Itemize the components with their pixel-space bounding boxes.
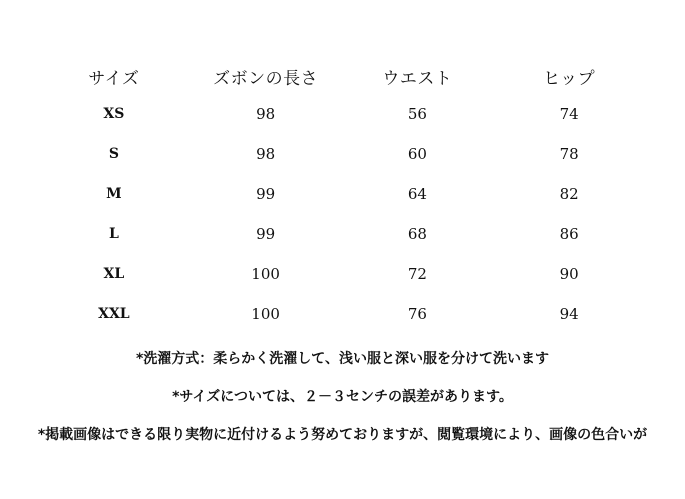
waist-cell: 76 bbox=[407, 305, 427, 323]
size-cell: XXL bbox=[98, 306, 130, 322]
header-size: サイズ bbox=[88, 68, 140, 89]
wash-note: *洗濯方式：柔らかく洗濯して、浅い服と深い服を分けて洗います bbox=[135, 351, 550, 367]
hip-cell: 78 bbox=[559, 145, 579, 163]
table-row bbox=[38, 174, 645, 214]
size-tolerance-note: *サイズについては、２－３センチの誤差があります。 bbox=[172, 389, 513, 405]
header-hip: ヒップ bbox=[543, 68, 596, 89]
waist-cell: 72 bbox=[407, 265, 427, 283]
hip-cell: 74 bbox=[559, 105, 579, 123]
table-row bbox=[38, 94, 645, 134]
size-cell: XL bbox=[103, 266, 125, 282]
table-row bbox=[38, 214, 645, 254]
header-length: ズボンの長さ bbox=[213, 68, 319, 89]
length-cell: 99 bbox=[256, 185, 276, 203]
waist-cell: 56 bbox=[407, 105, 427, 123]
waist-cell: 60 bbox=[407, 145, 427, 163]
hip-cell: 86 bbox=[559, 225, 579, 243]
size-cell: XS bbox=[103, 106, 125, 122]
length-cell: 99 bbox=[256, 225, 276, 243]
length-cell: 98 bbox=[256, 105, 276, 123]
length-cell: 100 bbox=[251, 265, 280, 283]
care-notes bbox=[0, 346, 685, 444]
size-cell: M bbox=[106, 186, 122, 202]
photo-color-note: *掲載画像はできる限り実物に近付けるよう努めておりますが、閲覧環境により、画像の色合いが bbox=[37, 427, 648, 443]
hip-cell: 90 bbox=[559, 265, 579, 283]
hip-cell: 82 bbox=[559, 185, 579, 203]
table-row bbox=[38, 254, 645, 294]
size-cell: L bbox=[108, 226, 119, 242]
length-cell: 98 bbox=[256, 145, 276, 163]
table-row bbox=[38, 134, 645, 174]
size-table bbox=[38, 58, 645, 334]
length-cell: 100 bbox=[251, 305, 280, 323]
hip-cell: 94 bbox=[559, 305, 579, 323]
waist-cell: 64 bbox=[407, 185, 427, 203]
table-row bbox=[38, 294, 645, 334]
size-cell: S bbox=[108, 146, 119, 162]
header-waist: ウエスト bbox=[382, 68, 453, 89]
table-header-row bbox=[38, 58, 645, 94]
waist-cell: 68 bbox=[407, 225, 427, 243]
